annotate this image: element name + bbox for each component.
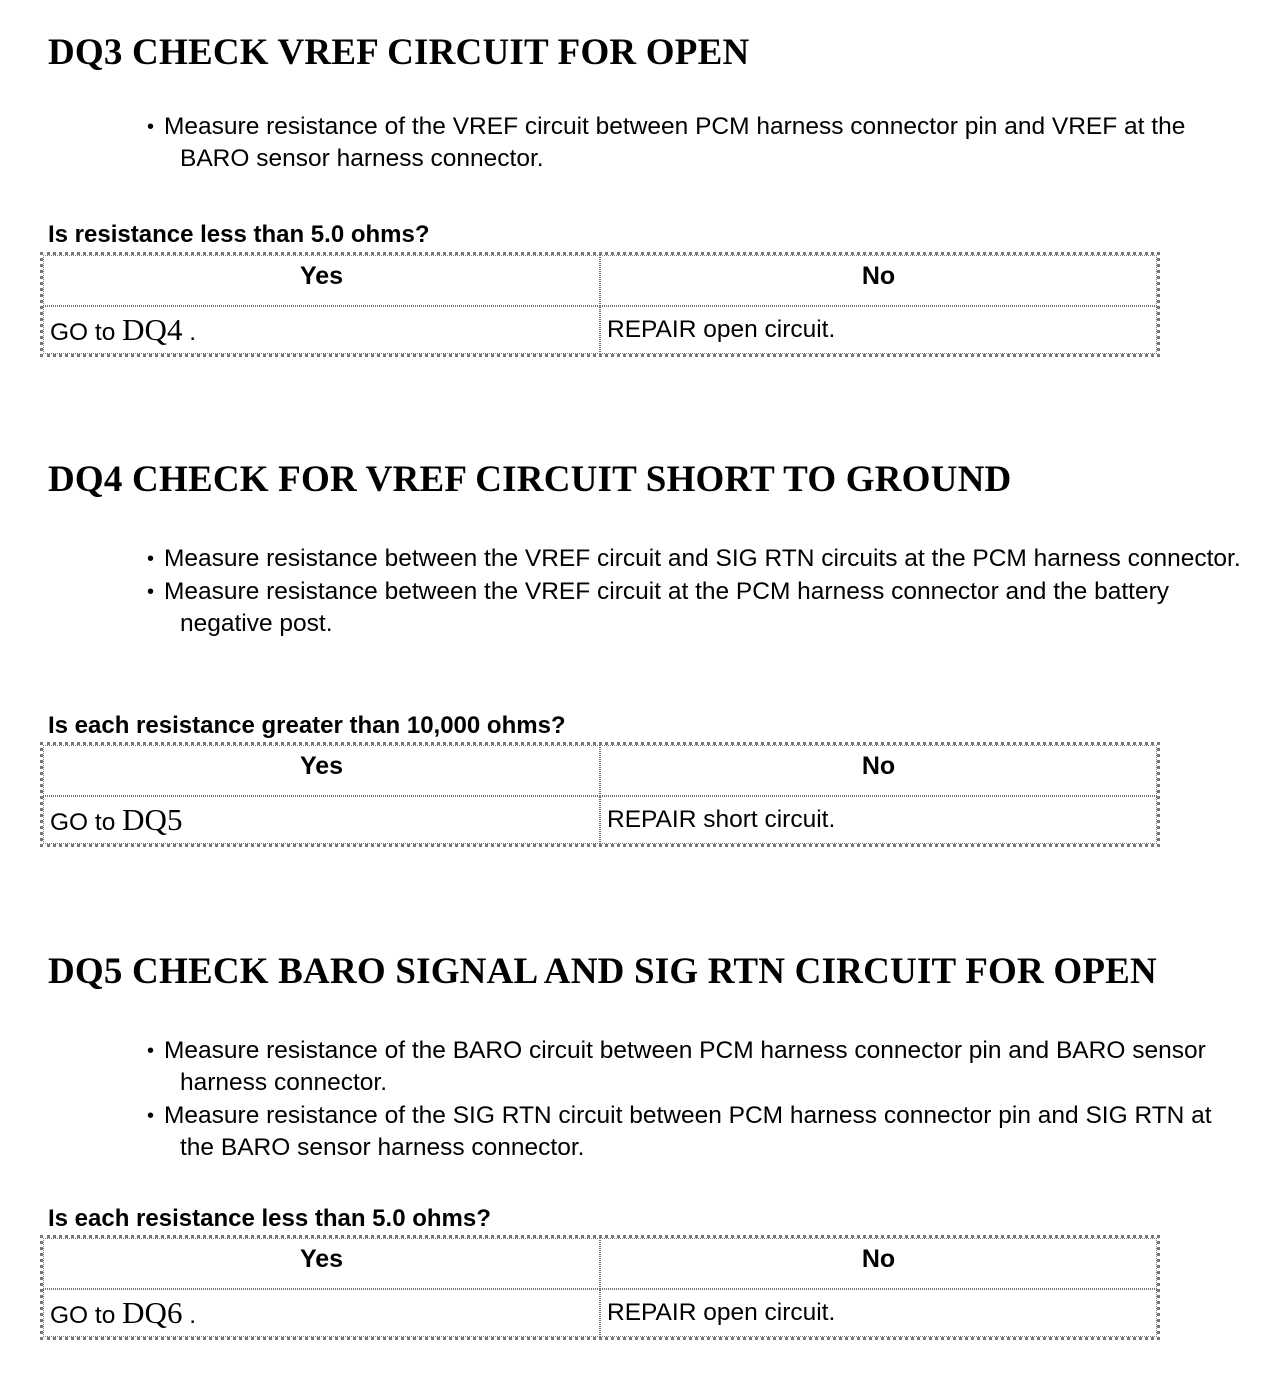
bullet-icon: • — [147, 1040, 155, 1062]
step-title: DQ4 CHECK FOR VREF CIRCUIT SHORT TO GROUND — [48, 459, 1012, 500]
bullet-icon: • — [147, 581, 155, 603]
result-table — [40, 252, 1160, 357]
goto-dq4-link[interactable]: DQ4 — [122, 312, 183, 347]
no-header: No — [600, 745, 1157, 796]
instruction-item — [130, 543, 1250, 575]
goto-suffix: . — [182, 1302, 197, 1329]
question-text: Is each resistance greater than 10,000 ohms? — [48, 712, 566, 739]
result-table — [40, 742, 1160, 847]
instruction-text: Measure resistance of the VREF circuit between PCM harness connector pin and VREF at the BARO sensor harness connector. — [164, 113, 1186, 172]
instruction-item — [130, 576, 1250, 640]
no-header: No — [600, 1238, 1157, 1289]
table-header-row — [43, 745, 1157, 796]
yes-cell — [43, 796, 600, 844]
instruction-list — [130, 1035, 1250, 1165]
yes-header: Yes — [43, 255, 600, 306]
table-row — [43, 796, 1157, 844]
goto-dq5-link[interactable]: DQ5 — [122, 802, 183, 837]
goto-prefix: GO to — [50, 1302, 123, 1329]
goto-prefix: GO to — [50, 319, 123, 346]
no-cell: REPAIR open circuit. — [600, 1289, 1157, 1337]
no-header: No — [600, 255, 1157, 306]
bullet-icon: • — [147, 1105, 155, 1127]
bullet-icon: • — [147, 116, 155, 138]
instruction-text: Measure resistance of the SIG RTN circuit between PCM harness connector pin and SIG RTN at the BARO sensor harness connector. — [164, 1102, 1212, 1161]
instruction-text: Measure resistance between the VREF circuit at the PCM harness connector and the battery negative post. — [164, 578, 1170, 637]
instruction-item — [130, 1100, 1250, 1164]
table-row — [43, 1289, 1157, 1337]
instruction-item — [130, 1035, 1250, 1099]
instruction-text: Measure resistance between the VREF circuit and SIG RTN circuits at the PCM harness connector. — [164, 545, 1241, 572]
goto-dq6-link[interactable]: DQ6 — [122, 1295, 183, 1330]
instruction-list — [130, 111, 1250, 176]
goto-suffix: . — [182, 319, 197, 346]
goto-prefix: GO to — [50, 809, 123, 836]
instruction-list — [130, 543, 1250, 641]
table-header-row — [43, 255, 1157, 306]
yes-header: Yes — [43, 745, 600, 796]
table-row — [43, 306, 1157, 354]
yes-cell — [43, 1289, 600, 1337]
table-header-row — [43, 1238, 1157, 1289]
question-text: Is resistance less than 5.0 ohms? — [48, 221, 430, 248]
step-title: DQ3 CHECK VREF CIRCUIT FOR OPEN — [48, 32, 750, 73]
bullet-icon: • — [147, 548, 155, 570]
yes-header: Yes — [43, 1238, 600, 1289]
question-text: Is each resistance less than 5.0 ohms? — [48, 1205, 491, 1232]
no-cell: REPAIR open circuit. — [600, 306, 1157, 354]
step-title: DQ5 CHECK BARO SIGNAL AND SIG RTN CIRCUIT FOR OPEN — [48, 951, 1157, 992]
no-cell: REPAIR short circuit. — [600, 796, 1157, 844]
result-table — [40, 1235, 1160, 1340]
yes-cell — [43, 306, 600, 354]
instruction-item — [130, 111, 1250, 175]
instruction-text: Measure resistance of the BARO circuit between PCM harness connector pin and BARO sensor harness connector. — [164, 1037, 1206, 1096]
